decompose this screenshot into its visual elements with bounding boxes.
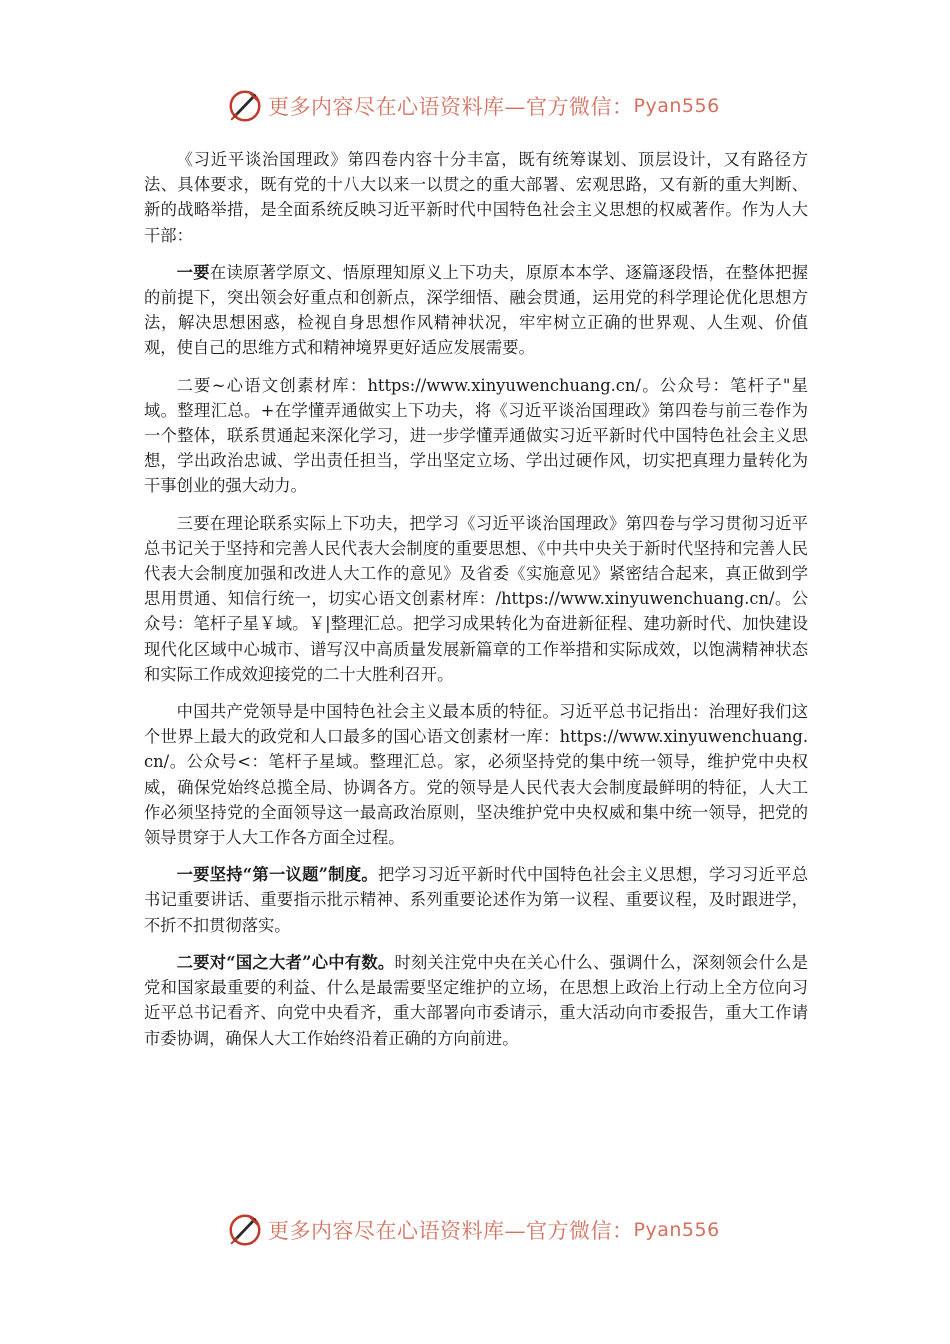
paragraph-text: 二要~心语文创素材库：https://www.xinyuwenchuang.cn/。公众号：笔杆子"星域。整理汇总。+在学懂弄通做实上下功夫，将《习近平谈治国理政》第四卷与前三卷作为一个整体，联系贯通起来深化学习，进一步学懂弄通做实习近平新时代中国特色社会主义思想，学出政治忠诚、学出责任担当，学出坚定立场、学出过硬作风，切实把真理力量转化为干事创业的强大动力。 [144,375,808,496]
paragraph-third-requirement [144,511,808,687]
wechat-id: Pyan556 [633,95,720,117]
banner-text: 更多内容尽在心语资料库—官方微信： [268,1219,634,1243]
wechat-id: Pyan556 [633,1219,720,1241]
paragraph-lead: 一要坚持“第一议题”制度。 [176,865,378,885]
footer-banner [226,1208,720,1252]
paragraph-party-leadership [144,699,808,850]
paragraph-text: 中国共产党领导是中国特色社会主义最本质的特征。习近平总书记指出：治理好我们这个世界上最大的政党和人口最多的国心语文创素材一库：https://www.xinyuwenchuang.cn/。公众号<：笔杆子星域。整理汇总。家，必须坚持党的集中统一领导，维护党中央权威，确保党始终总揽全局、协调各方。党的领导是人民代表大会制度最鲜明的特征，人大工作必须坚持党的全面领导这一最高政治原则，坚决维护党中央权威和集中统一领导，把党的领导贯穿于人大工作各方面全过程。 [144,702,808,848]
paragraph-first-agenda [144,862,808,938]
paragraph-text: 三要在理论联系实际上下功夫，把学习《习近平谈治国理政》第四卷与学习贯彻习近平总书记关于坚持和完善人民代表大会制度的重要思想、《中共中央关于新时代坚持和完善人民代表大会制度加强和改进人大工作的意见》及省委《实施意见》紧密结合起来，真正做到学思用贯通、知信行统一，切实心语文创素材库：/https://www.xinyuwenchuang.cn/。公众号：笔杆子星￥域。￥|整理汇总。把学习成果转化为奋进新征程、建功新时代、加快建设现代化区域中心城市、谱写汉中高质量发展新篇章的工作举措和实际成效，以饱满精神状态和实际工作成效迎接党的二十大胜利召开。 [144,513,808,684]
paragraph-first-requirement [144,260,808,361]
paragraph-lead: 一要 [176,262,210,282]
pen-logo-icon [226,87,264,125]
document-body [144,147,808,1063]
paragraph-text: 时刻关注党中央在关心什么、强调什么，深刻领会什么是党和国家最重要的利益、什么是最需要坚定维护的立场，在思想上政治上行动上全方位向习近平总书记看齐、向党中央看齐，重大部署向市委请示，重大活动向市委报告，重大工作请市委协调，确保人大工作始终沿着正确的方向前进。 [144,952,808,1048]
paragraph-national-priorities [144,950,808,1051]
pen-logo-icon [226,1211,264,1249]
header-banner [226,84,720,128]
paragraph-text: 把学习习近平新时代中国特色社会主义思想，学习习近平总书记重要讲话、重要指示批示精神、系列重要论述作为第一议程、重要议程，及时跟进学，不折不扣贯彻落实。 [144,865,808,935]
paragraph-lead: 二要对“国之大者”心中有数。 [176,952,395,972]
paragraph-text: 《习近平谈治国理政》第四卷内容十分丰富，既有统筹谋划、顶层设计，又有路径方法、具体要求，既有党的十八大以来一以贯之的重大部署、宏观思路，又有新的重大判断、新的战略举措，是全面系统反映习近平新时代中国特色社会主义思想的权威著作。作为人大干部： [144,150,808,245]
paragraph-intro [144,147,808,248]
paragraph-text: 在读原著学原文、悟原理知原义上下功夫，原原本本学、逐篇逐段悟，在整体把握的前提下，突出领会好重点和创新点，深学细悟、融会贯通，运用党的科学理论优化思想方法，解决思想困惑，检视自身思想作风精神状况，牢牢树立正确的世界观、人生观、价值观，使自己的思维方式和精神境界更好适应发展需要。 [144,262,808,358]
paragraph-second-requirement [144,373,808,499]
banner-text: 更多内容尽在心语资料库—官方微信： [268,95,634,119]
